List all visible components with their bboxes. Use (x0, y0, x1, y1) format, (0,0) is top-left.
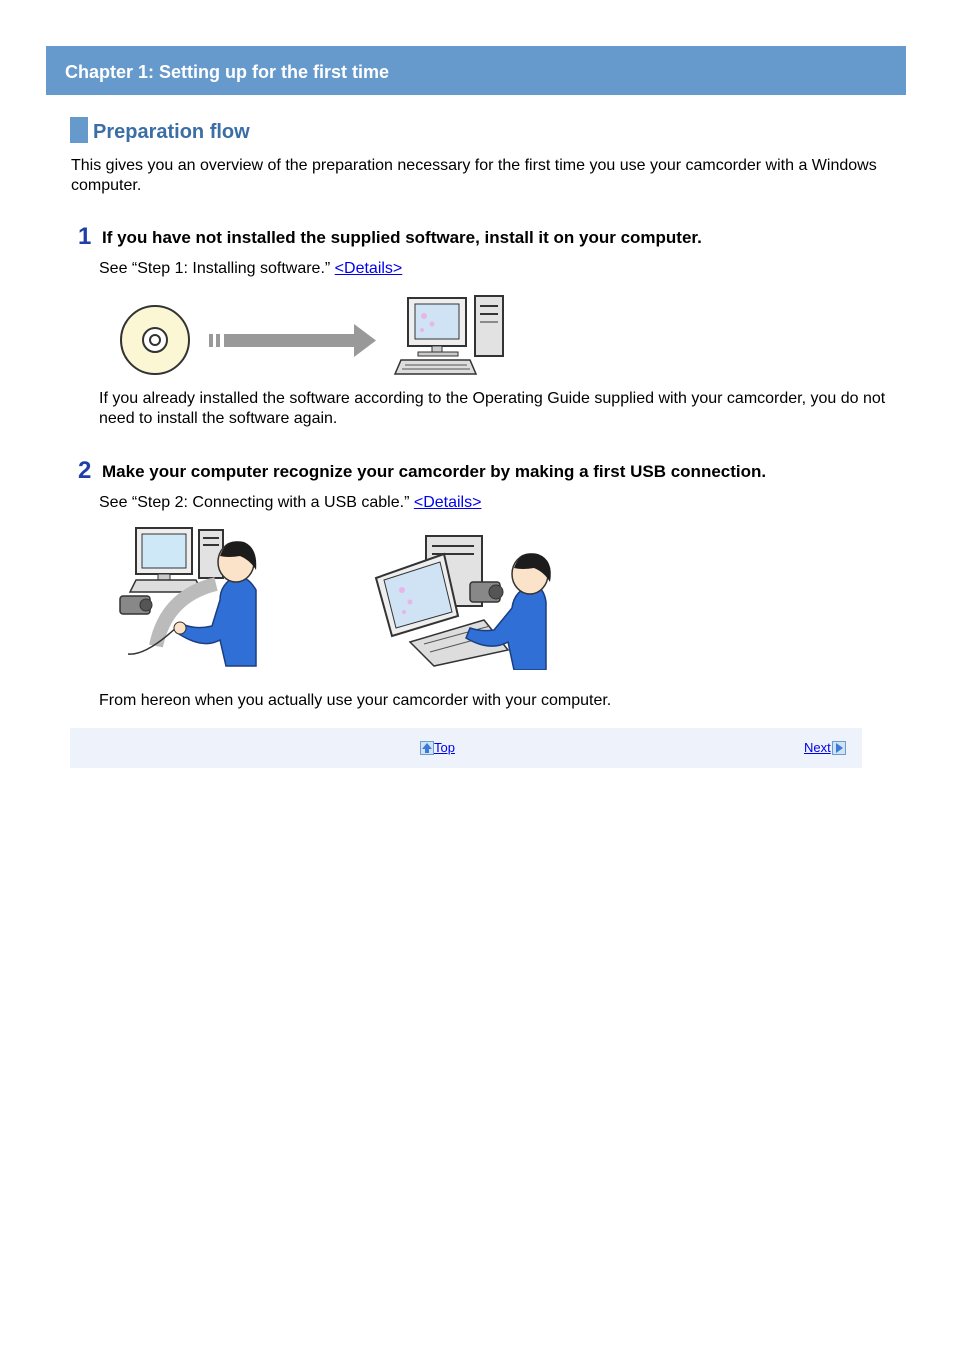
section-title: Preparation flow (93, 121, 250, 143)
next-link-label[interactable]: Next (804, 740, 831, 755)
computer-icon (395, 296, 503, 374)
top-link-label[interactable]: Top (434, 740, 455, 755)
user-connecting-camcorder-illustration (116, 526, 266, 668)
step-1-details-link[interactable]: <Details> (334, 260, 403, 277)
step-1-reference-text: See “Step 1: Installing software.” (99, 260, 335, 277)
step-2-details-link[interactable]: <Details> (413, 494, 482, 511)
step-1-note: If you already installed the software according to the Operating Guide supplied with your camcorder, you do not need to install the software again. (99, 390, 886, 427)
step-1-heading: If you have not installed the supplied software, install it on your computer. (102, 228, 702, 247)
chapter-header-bar (46, 46, 906, 95)
step-2-reference (99, 493, 481, 513)
step-2-illustration-connecting (116, 526, 266, 668)
closing-paragraph: From hereon when you actually use your camcorder with your computer. (99, 692, 612, 709)
top-link[interactable] (420, 740, 455, 756)
next-link[interactable] (804, 740, 846, 756)
next-arrow-icon (832, 741, 846, 755)
step-2-illustration-computer (374, 532, 564, 670)
step-2-heading: Make your computer recognize your camcorder by making a first USB connection. (102, 462, 767, 481)
step-1-reference (99, 259, 402, 279)
step-1-number: 1 (78, 223, 92, 250)
page-navigation-bar (70, 728, 862, 768)
user-at-computer-illustration (374, 532, 564, 670)
up-arrow-icon (420, 741, 434, 755)
arrow-right-icon (209, 324, 376, 357)
step-2-number: 2 (78, 457, 92, 484)
chapter-title: Chapter 1: Setting up for the first time (65, 62, 390, 82)
cd-disc-icon (121, 306, 189, 374)
section-marker (70, 117, 88, 143)
step-2-reference-text: See “Step 2: Connecting with a USB cable.” (99, 494, 414, 511)
step-1-illustration (118, 294, 508, 378)
intro-paragraph: This gives you an overview of the preparation necessary for the first time you use your camcorder with a Windows computer. (71, 157, 877, 194)
